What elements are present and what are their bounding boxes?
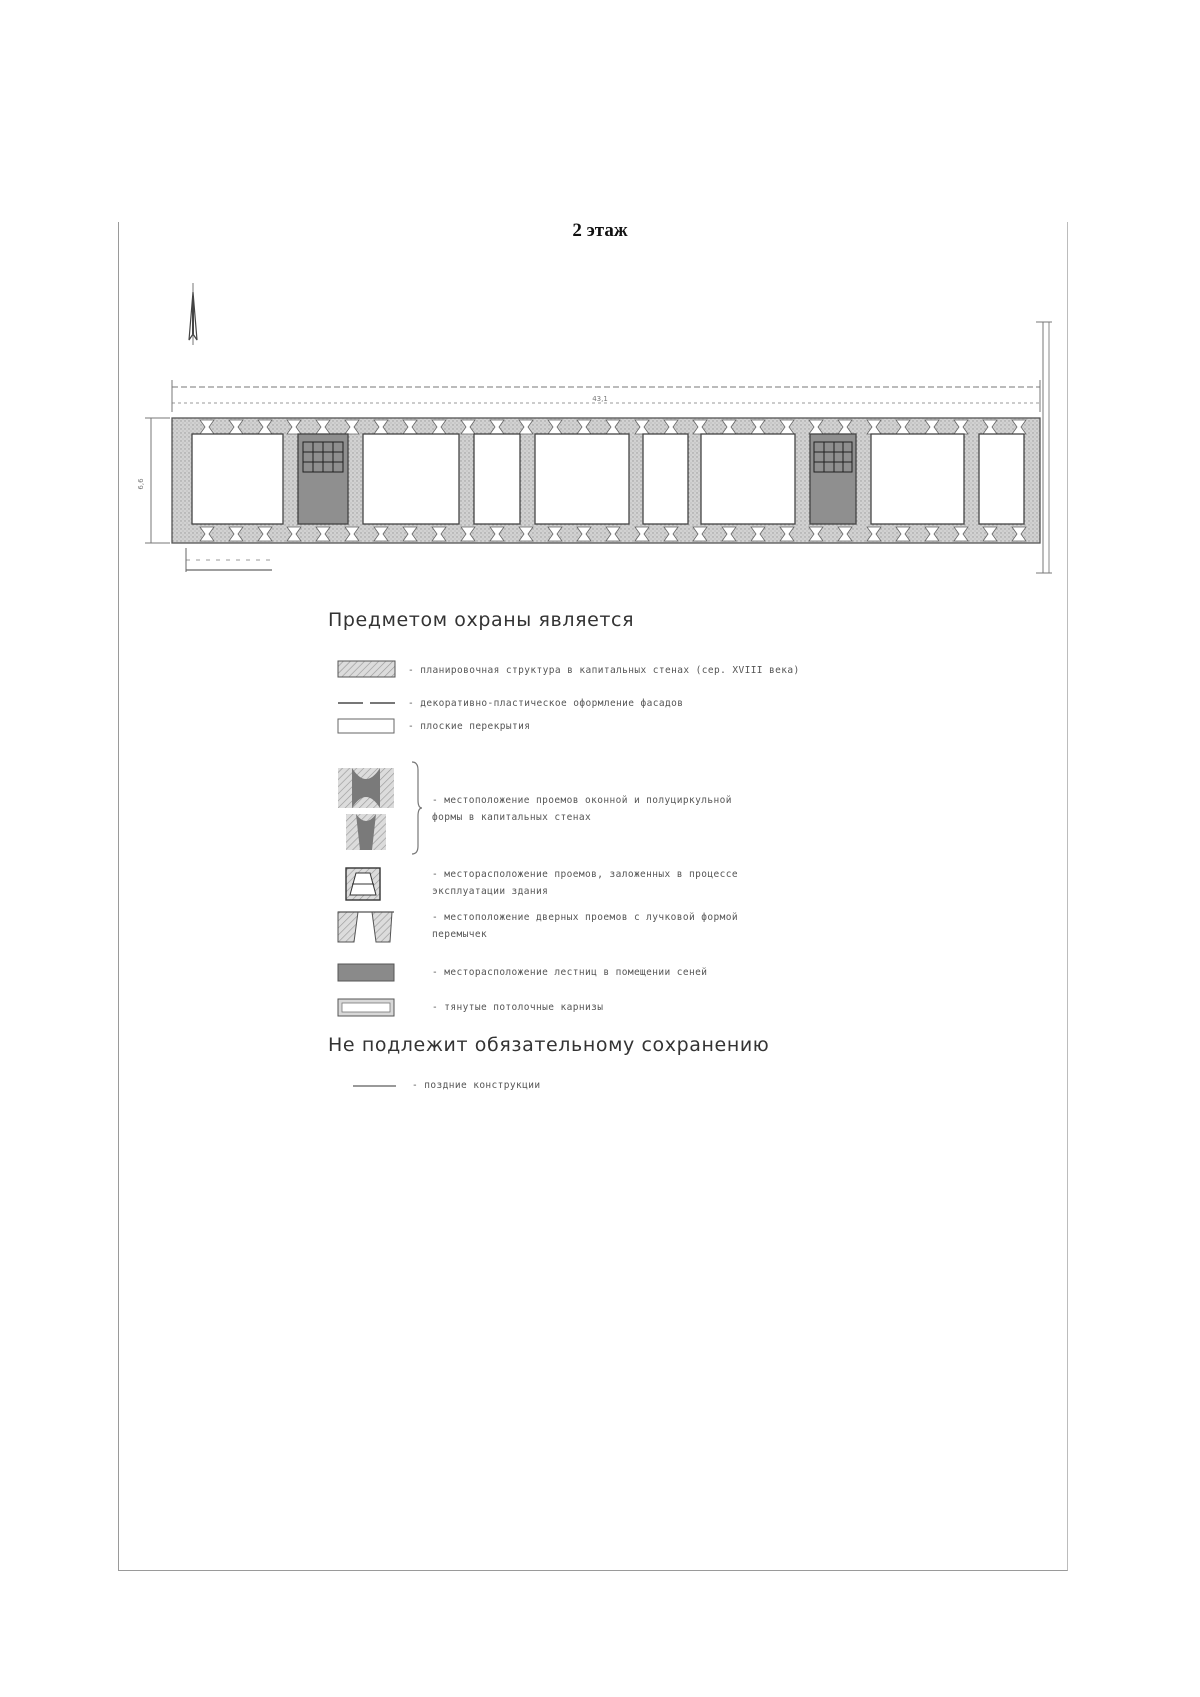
room-5 xyxy=(643,434,688,524)
building-width-label: 6,6 xyxy=(137,478,145,490)
window-openings-icon xyxy=(338,762,422,854)
hatched-wall-icon xyxy=(338,661,395,677)
legend-item-planning-structure: - планировочная структура в капитальных стенах (сер. XVIII века) xyxy=(408,665,800,676)
door-opening-icon xyxy=(338,912,394,942)
overall-length-label: 43,1 xyxy=(592,395,608,403)
room-8 xyxy=(979,434,1024,524)
legend-item-window-openings: - местоположение проемов оконной и полуциркульной формы в капитальных стенах xyxy=(432,795,732,823)
legend-item-flat-ceilings: - плоские перекрытия xyxy=(408,721,531,732)
legend-item-facade-decor: - декоративно-пластическое оформление фасадов xyxy=(408,698,684,709)
legend-item-blocked-openings: - месторасположение проемов, заложенных в процессе эксплуатации здания xyxy=(432,869,738,897)
left-dimension-line xyxy=(145,418,170,543)
stair-icon xyxy=(338,964,394,981)
legend-item-door-openings: - местоположение дверных проемов с лучковой формой перемычек xyxy=(432,912,738,940)
legend-item-staircases: - месторасположение лестниц в помещении сеней xyxy=(432,967,708,978)
room-7 xyxy=(871,434,964,524)
room-3 xyxy=(474,434,520,524)
legend-item-late-constructions: - поздние конструкции xyxy=(412,1080,541,1091)
cornice-icon xyxy=(338,999,394,1016)
room-4 xyxy=(535,434,629,524)
blocked-opening-icon xyxy=(346,868,380,900)
north-arrow-icon xyxy=(189,283,197,345)
not-protected-heading: Не подлежит обязательному сохранению xyxy=(328,1034,770,1056)
rooms xyxy=(192,434,1024,524)
page-title: 2 этаж xyxy=(572,220,628,241)
legend-item-cornices: - тянутые потолочные карнизы xyxy=(432,1002,604,1013)
scale-bar xyxy=(186,548,272,572)
room-2 xyxy=(363,434,459,524)
room-1 xyxy=(192,434,283,524)
room-6 xyxy=(701,434,795,524)
flat-ceiling-icon xyxy=(338,719,394,733)
protected-heading: Предметом охраны является xyxy=(328,609,635,631)
stair-hall-2 xyxy=(810,434,856,524)
